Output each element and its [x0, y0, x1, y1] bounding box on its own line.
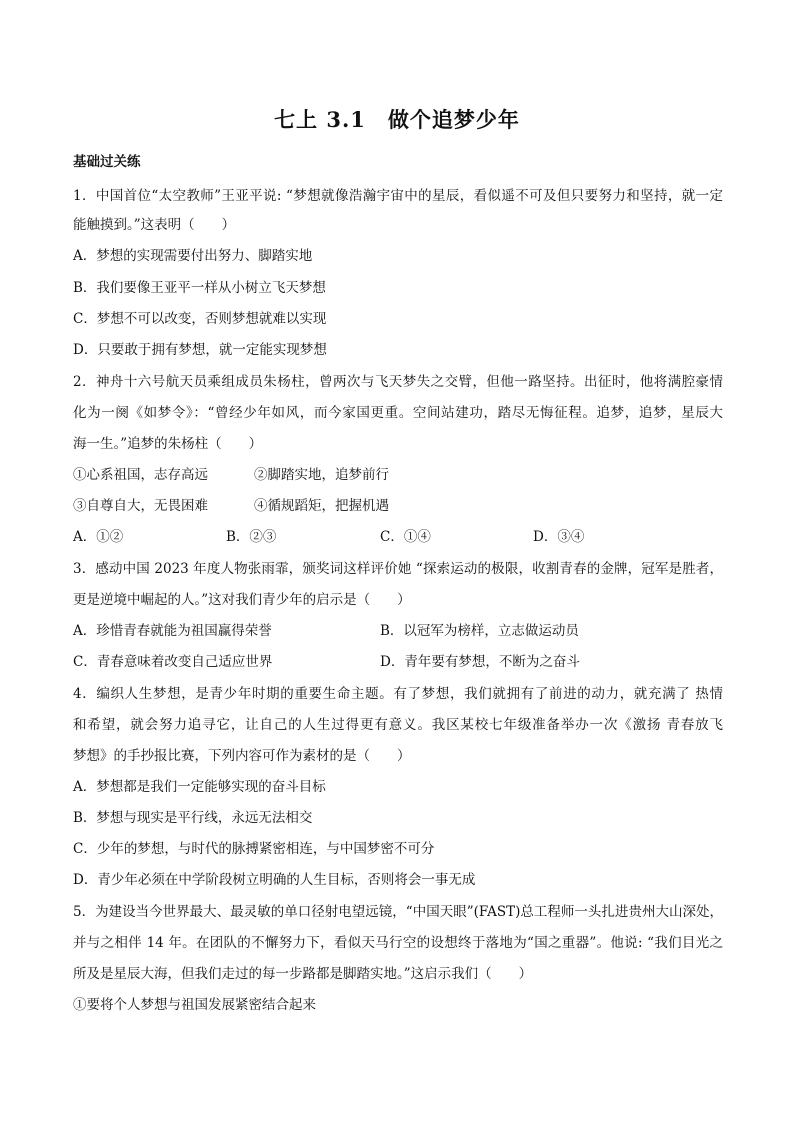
- q2-option-b: B．②③: [226, 529, 277, 545]
- q4-stem-line3: 梦想》的手抄报比赛，下列内容可作为素材的是（ ）: [73, 748, 411, 764]
- q4-stem-line2: 和希望，就会努力追寻它，让自己的人生过得更有意义。我区某校七年级准备举办一次《激扬 青春放飞: [73, 717, 723, 733]
- q1-stem-line1: 1．中国首位“太空教师”王亚平说: “梦想就像浩瀚宇宙中的星辰，看似遥不可及但只要努力和坚持，就一定: [73, 188, 723, 204]
- q3-option-c: C．青春意味着改变自己适应世界: [73, 654, 273, 670]
- q5-statement-1: ①要将个人梦想与祖国发展紧密结合起来: [73, 997, 316, 1013]
- q2-statement-4: ④循规蹈矩，把握机遇: [254, 498, 389, 514]
- q5-stem-line2: 并与之相伴 14 年。在团队的不懈努力下，看似天马行空的设想终于落地为“国之重器”。他说: “我们目光之: [73, 935, 723, 951]
- q5-stem-line1: 5．为建设当今世界最大、最灵敏的单口径射电望远镜，“中国天眼”(FAST)总工程师一头扎进贵州大山深处，: [73, 904, 723, 920]
- q2-option-c: C．①④: [380, 529, 431, 545]
- q1-option-a: A．梦想的实现需要付出努力、脚踏实地: [73, 248, 313, 264]
- q3-stem-line1: 3．感动中国 2023 年度人物张雨霏，颁奖词这样评价她 “探索运动的极限，收割青春的金牌，冠军是胜者，: [73, 561, 723, 577]
- q2-option-a: A．①②: [73, 529, 124, 545]
- q4-option-d: D．青少年必须在中学阶段树立明确的人生目标，否则将会一事无成: [73, 872, 476, 888]
- section-heading: 基础过关练: [73, 154, 141, 170]
- q4-option-a: A．梦想都是我们一定能够实现的奋斗目标: [73, 779, 326, 795]
- q3-option-b: B．以冠军为榜样，立志做运动员: [380, 623, 579, 639]
- q2-statement-3: ③自尊自大，无畏困难: [73, 498, 208, 514]
- q3-stem-line2: 更是逆境中崛起的人。”这对我们青少年的启示是（ ）: [73, 592, 411, 608]
- q3-option-a: A．珍惜青春就能为祖国赢得荣誉: [73, 623, 272, 639]
- q1-option-d: D．只要敢于拥有梦想，就一定能实现梦想: [73, 342, 327, 358]
- q2-stem-line1: 2．神舟十六号航天员乘组成员朱杨柱，曾两次与飞天梦失之交臂，但他一路坚持。出征时，他将满腔豪情: [73, 374, 723, 390]
- q1-stem-line2: 能触摸到。”这表明（ ）: [73, 217, 236, 233]
- q2-option-d: D．③④: [533, 529, 585, 545]
- q1-option-b: B．我们要像王亚平一样从小树立飞天梦想: [73, 280, 326, 296]
- q1-option-c: C．梦想不可以改变，否则梦想就难以实现: [73, 311, 327, 327]
- q4-option-b: B．梦想与现实是平行线，永远无法相交: [73, 810, 313, 826]
- q5-stem-line3: 所及是星辰大海，但我们走过的每一步路都是脚踏实地。”这启示我们（ ）: [73, 966, 533, 982]
- q4-option-c: C．少年的梦想，与时代的脉搏紧密相连，与中国梦密不可分: [73, 841, 435, 857]
- q4-stem-line1: 4．编织人生梦想，是青少年时期的重要生命主题。有了梦想，我们就拥有了前进的动力，就充满了 热情: [73, 686, 723, 702]
- page-title: 七上 3.1 做个追梦少年: [274, 107, 520, 132]
- q2-stem-line3: 海一生。”追梦的朱杨柱（ ）: [73, 436, 263, 452]
- q3-option-d: D．青年要有梦想，不断为之奋斗: [380, 654, 580, 670]
- q2-stem-line2: 化为一阕《如梦令》：“曾经少年如风，而今家国更重。空间站建功，踏尽无悔征程。追梦，追梦，星辰大: [73, 405, 723, 421]
- q2-statement-1: ①心系祖国，志存高远: [73, 467, 208, 483]
- q2-statement-2: ②脚踏实地，追梦前行: [254, 467, 389, 483]
